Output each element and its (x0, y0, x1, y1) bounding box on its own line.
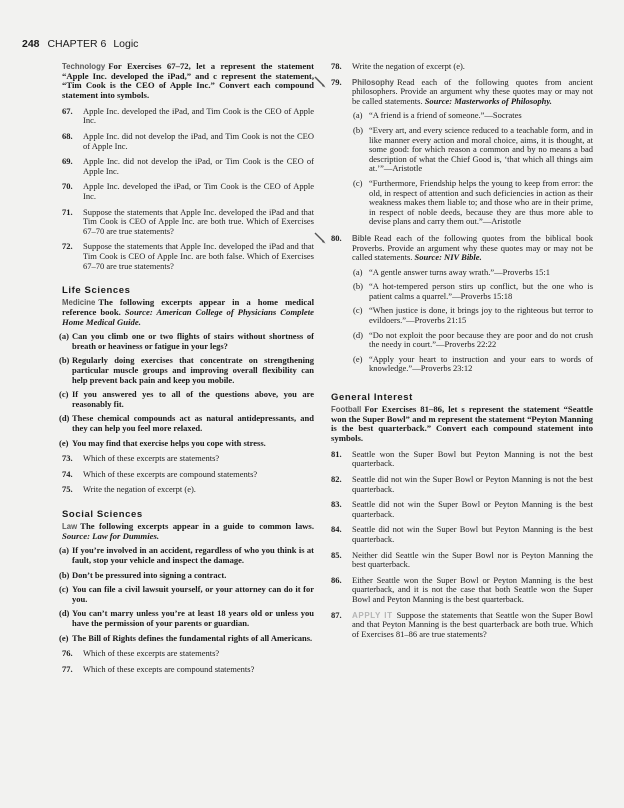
medicine-intro: Medicine The following excerpts appear in a home medical reference book. Source: American College of Physicians Complete Home Medical Guide. (62, 297, 314, 327)
medicine-excerpt-c: (c) If you answered yes to all of the questions above, you are reasonably fit. (59, 389, 314, 409)
exercise-68: 68. Apple Inc. did not develop the iPad, and Tim Cook is not the CEO of Apple Inc. (62, 131, 314, 151)
medicine-excerpt-b: (b) Regularly doing exercises that concentrate on strengthening particular muscle groups and improving overall flexibility can help prevent back pain and keep you mobile. (59, 355, 314, 385)
chapter-label: CHAPTER 6 (47, 38, 107, 50)
exercise-78: 78. Write the negation of excerpt (e). (331, 61, 465, 71)
apply-it-label: APPLY IT (352, 610, 393, 620)
exercise-84: 84. Seattle did not win the Super Bowl but Peyton Manning is the best quarterback. (331, 524, 593, 544)
medicine-excerpt-e: (e) You may find that exercise helps you cope with stress. (59, 437, 266, 448)
general-interest-heading: General Interest (331, 392, 413, 404)
chapter-title: Logic (113, 38, 139, 50)
exercise-82: 82. Seattle did not win the Super Bowl or Peyton Manning is not the best quarterback. (331, 474, 593, 494)
exercise-86: 86. Either Seattle won the Super Bowl or Peyton Manning is the best quarterback, and it is not the case that both Seattle won the Super Bowl and Peyton Manning is the best quarterback. (331, 574, 593, 604)
exercise-87: 87. APPLY IT Suppose the statements that Seattle won the Super Bowl and that Peyton Manning is the best quarterback are both true. Which of Exercises 81–86 are true statements? (331, 609, 593, 639)
page-number: 248 (22, 38, 40, 50)
page-header (22, 38, 138, 50)
exercise-77: 77. Which of these excepts are compound statements? (62, 663, 255, 674)
bible-source: Source: NIV Bible. (414, 252, 482, 263)
exercise-74: 74. Which of these excerpts are compound statements? (62, 468, 258, 479)
law-excerpt-b: (b) Don’t be pressured into signing a contract. (59, 569, 227, 580)
exercise-81: 81. Seattle won the Super Bowl but Peyton Manning is not the best quarterback. (331, 448, 593, 469)
bible-quote-a: (a) “A gentle answer turns away wrath.”—Proverbs 15:1 (353, 266, 551, 277)
exercise-72: 72. Suppose the statements that Apple Inc. developed the iPad and that Tim Cook is CEO of Apple Inc. are both false. Which of Exercises 67–70 are true statements? (62, 241, 314, 271)
social-sciences-heading: Social Sciences (62, 508, 143, 520)
technology-intro: Technology For Exercises 67–72, let a represent the statement “Apple Inc. developed the iPad,” and c represent the statement, “Tim Cook is the CEO of Apple Inc.” Convert each compound statement into symbols. (62, 61, 314, 101)
law-source: Source: Law for Dummies. (62, 530, 160, 541)
philosophy-quote-a: (a) “A friend is a friend of someone.”—Socrates (353, 110, 522, 121)
law-excerpt-e: (e) The Bill of Rights defines the fundamental rights of all Americans. (59, 632, 313, 643)
bible-quote-b: (b) “A hot-tempered person stirs up conflict, but the one who is patient calms a quarrel.”—Proverbs 15:18 (353, 281, 593, 301)
exercise-83: 83. Seattle did not win the Super Bowl or Peyton Manning is the best quarterback. (331, 499, 593, 519)
football-keyword: Football (331, 405, 362, 415)
bible-quote-d: (d) “Do not exploit the poor because they are poor and do not crush the needy in court.”—Proverbs 22:22 (353, 329, 593, 350)
law-excerpt-a: (a) If you’re involved in an accident, regardless of who you think is at fault, stop your vehicle and inspect the damage. (59, 545, 314, 565)
exercise-67: 67. Apple Inc. developed the iPad, and Tim Cook is the CEO of Apple Inc. (62, 105, 314, 126)
bible-quote-e: (e) “Apply your heart to instruction and your ears to words of knowledge.”—Proverbs 23:12 (353, 353, 593, 374)
bible-quote-c: (c) “When justice is done, it brings joy to the righteous but terror to evildoers.”—Proverbs 21:15 (353, 305, 593, 326)
exercise-70: 70. Apple Inc. developed the iPad, or Tim Cook is the CEO of Apple Inc. (62, 181, 314, 201)
bible-keyword: Bible (352, 233, 372, 243)
football-intro: Football For Exercises 81–86, let s represent the statement “Seattle won the Super Bowl” and m represent the statement “Peyton Manning is the best quarterback.” Convert each compound statement into symbols. (331, 404, 593, 444)
exercise-69: 69. Apple Inc. did not develop the iPad, or Tim Cook is the CEO of Apple Inc. (62, 156, 314, 176)
exercise-75: 75. Write the negation of excerpt (e). (62, 484, 196, 495)
left-column (59, 61, 314, 674)
writing-exercise-icon (314, 232, 327, 245)
right-column (331, 62, 593, 639)
philosophy-quote-c: (c) “Furthermore, Friendship helps the young to keep from error: the old, in respect of attention and such deficiencies in action as their weakness makes them liable to; and those who are in their prime, in respect of noble deeds, because they are thus more able to devise plans and carry them out.”—Aristotle (353, 177, 593, 227)
exercise-76: 76. Which of these excerpts are statements? (62, 648, 220, 659)
medicine-keyword: Medicine (62, 298, 96, 308)
medicine-excerpt-a: (a) Can you climb one or two flights of stairs without shortness of breath or heaviness or fatigue in your legs? (59, 331, 314, 351)
medicine-source: Source: American College of Physicians Complete Home Medical Guide. (62, 306, 314, 327)
exercise-71: 71. Suppose the statements that Apple Inc. developed the iPad and that Tim Cook is CEO of Apple Inc. are both true. Which of Exercises 67–70 are true statements? (62, 206, 314, 236)
technology-keyword: Technology (62, 62, 106, 71)
exercise-79: 79. Philosophy Read each of the following quotes from ancient philosophers. Provide an argument why these quotes may or may not be called statements. Source: Masterworks of Philosophy. (331, 78, 593, 107)
exercise-80: 80. Bible Read each of the following quotes from the biblical book Proverbs. Provide an argument why these quotes may or may not be called statements. Source: NIV Bible. (331, 234, 593, 263)
medicine-excerpt-d: (d) These chemical compounds act as natural antidepressants, and they can help you feel more relaxed. (59, 413, 314, 433)
philosophy-quote-b: (b) “Every art, and every science reduced to a teachable form, and in like manner every action and moral choice, aims, it is thought, at some good: for which reason a common and by no means a bad description of what the Chief Good is, ‘that which all things aim at.’”—Aristotle (353, 124, 593, 174)
law-keyword: Law (62, 521, 78, 531)
writing-exercise-icon (314, 76, 327, 89)
law-excerpt-d: (d) You can’t marry unless you’re at least 18 years old or unless you have the permission of your parents or guardian. (59, 608, 314, 628)
philosophy-source: Source: Masterworks of Philosophy. (424, 95, 552, 106)
exercise-85: 85. Neither did Seattle win the Super Bowl nor is Peyton Manning the best quarterback. (331, 549, 593, 570)
law-excerpt-c: (c) You can file a civil lawsuit yourself, or your attorney can do it for you. (59, 584, 314, 604)
exercise-73: 73. Which of these excerpts are statements? (62, 453, 220, 464)
philosophy-keyword: Philosophy (352, 77, 395, 87)
law-intro: Law The following excerpts appear in a guide to common laws. Source: Law for Dummies. (62, 520, 314, 541)
life-sciences-heading: Life Sciences (62, 285, 131, 297)
